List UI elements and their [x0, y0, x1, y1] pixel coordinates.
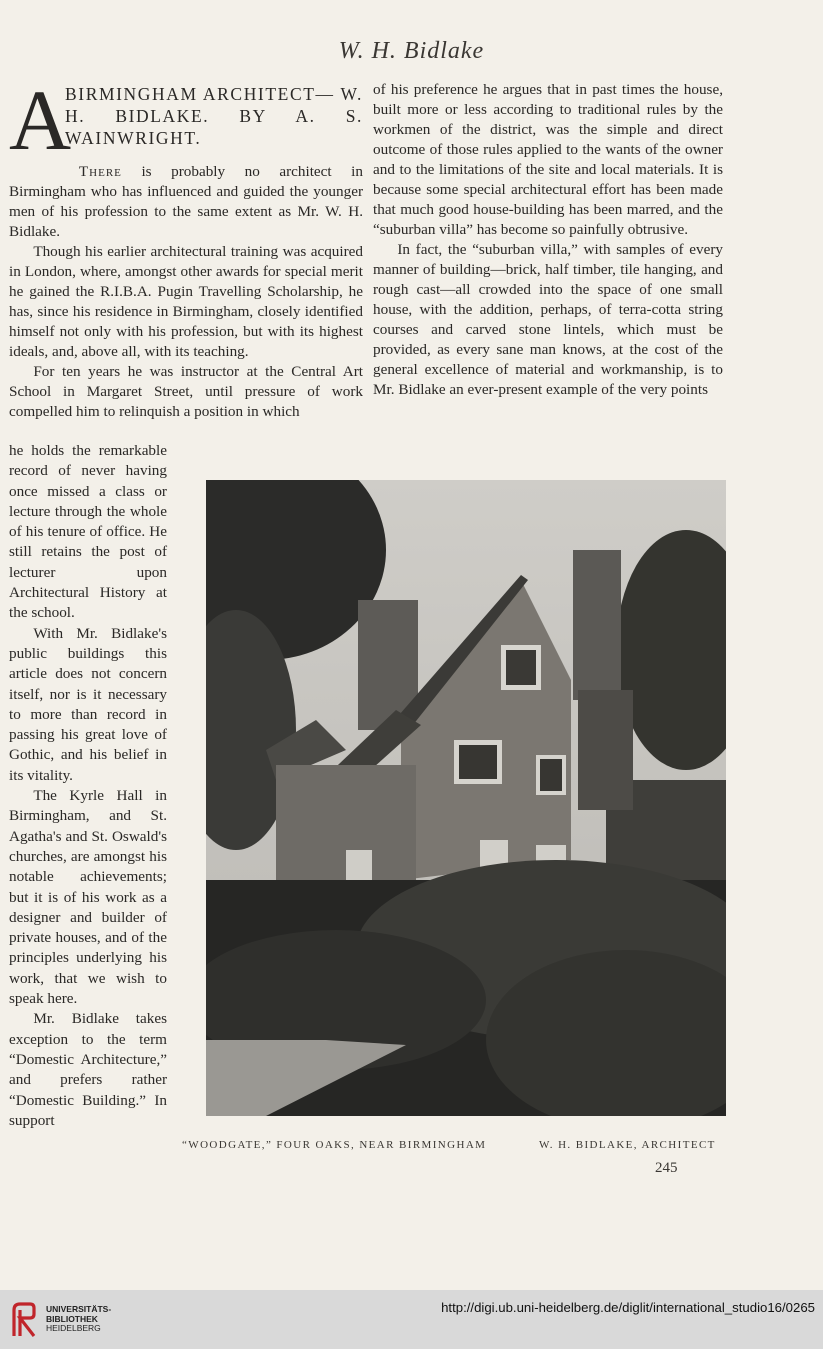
drop-cap: A	[9, 72, 72, 168]
narrow-paragraph-2: With Mr. Bidlake's public buildings this article does not concern itself, nor is it necessary to more than record in passing his great love of Gothic, and his belief in its vitality.	[9, 624, 167, 784]
paragraph-2: Though his earlier architectural training was acquired in London, where, amongst other awards for special merit he gained the R.I.B.A. Pugin Travelling Scholarship, he has, since his residence in Birmingham, closely identified himself not only with his profession, but with its highest ideals, and, above all, with its teaching.	[9, 243, 363, 360]
source-url-link[interactable]: http://digi.ub.uni-heidelberg.de/diglit/international_studio16/0265	[441, 1300, 815, 1315]
para1-text: is probably no architect in Birmingham who has influenced and guided the younger men of his profession to the same extent as Mr. W. H. Bidlake.	[9, 163, 363, 240]
right-column	[373, 80, 723, 400]
house-photograph	[206, 480, 726, 1116]
running-head: W. H. Bidlake	[338, 38, 485, 64]
page-number: 245	[655, 1160, 678, 1176]
right-paragraph-1: of his preference he argues that in past times the house, built more or less according to traditional rules by the workmen of the district, was the simple and direct outcome of those rules applied to the wants of the owner and to the limitations of the site and local materials. It is because some special architectural effort has been made that much good house-building has been marred, and the “suburban villa” has become so painfully obtrusive.	[373, 81, 723, 238]
article-title-block	[9, 72, 363, 168]
narrow-paragraph-4: Mr. Bidlake takes exception to the term “Domestic Architecture,” and prefers rather “Domestic Building.” In support	[9, 1010, 167, 1129]
photo-credit: W. H. BIDLAKE, ARCHITECT	[539, 1139, 716, 1151]
paragraph-3: For ten years he was instructor at the Central Art School in Margaret Street, until pressure of work compelled him to relinquish a position in which	[9, 363, 363, 420]
viewer-footer	[0, 1290, 823, 1349]
university-library-logo-icon	[10, 1300, 38, 1340]
article-title: BIRMINGHAM ARCHITECT— W. H. BIDLAKE. BY A. S. WAINWRIGHT.	[65, 84, 363, 148]
left-column	[9, 72, 363, 422]
library-name: UNIVERSITÄTS- BIBLIOTHEK HEIDELBERG	[46, 1304, 112, 1333]
narrow-column	[9, 441, 167, 1131]
photo-caption: “WOODGATE,” FOUR OAKS, NEAR BIRMINGHAM	[182, 1139, 487, 1151]
narrow-paragraph-1: he holds the remarkable record of never having once missed a class or lecture through the whole of his tenure of office. He still retains the post of lecturer upon Architectural History at the school.	[9, 442, 167, 622]
right-paragraph-2: In fact, the “suburban villa,” with samples of every manner of building—brick, half timber, tile hanging, and rough cast—all crowded into the space of one small house, with the addition, perhaps, of terra-cotta string courses and carved stone lintels, which must be provided, as every sane man knows, at the cost of the general excellence of material and workmanship, is to Mr. Bidlake an ever-present example of the very points	[373, 241, 723, 398]
paragraph-1	[9, 162, 363, 242]
para1-lead: There	[78, 163, 122, 180]
house-photo-illustration	[206, 480, 726, 1116]
narrow-paragraph-3: The Kyrle Hall in Birmingham, and St. Agatha's and St. Oswald's churches, are amongst his notable achievements; but it is of his work as a designer and builder of private houses, and of the principles underlying his work, that we wish to speak here.	[9, 787, 167, 1008]
